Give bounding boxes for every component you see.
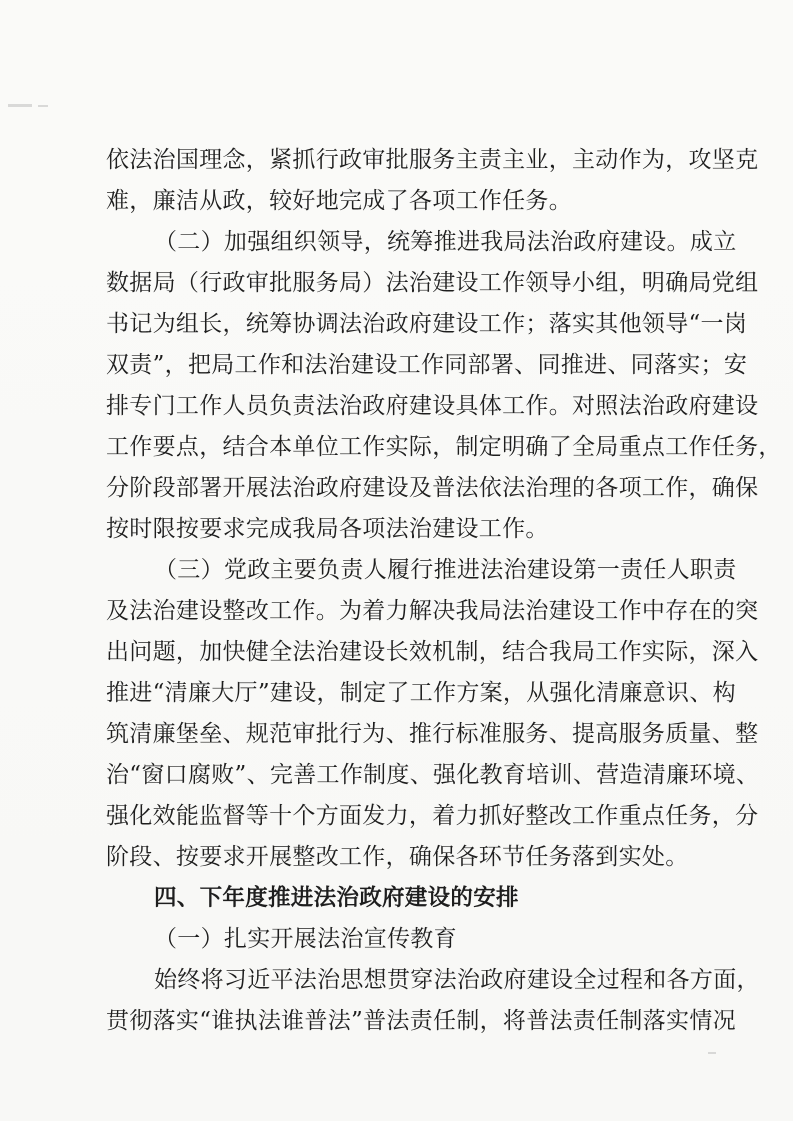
text-line: 及法治建设整改工作。为着力解决我局法治建设工作中存在的突	[106, 598, 759, 624]
scan-artifact	[8, 104, 32, 107]
text-line: 贯彻落实“谁执法谁普法”普法责任制，将普法责任制落实情况	[106, 1008, 736, 1034]
scan-artifact	[38, 105, 48, 107]
document-body	[106, 140, 782, 1042]
text-line: 推进“清廉大厅”建设，制定了工作方案，从强化清廉意识、构	[106, 680, 736, 706]
subsection-heading: （一）扎实开展法治宣传教育	[154, 926, 457, 952]
paragraph-first-line: 始终将习近平法治思想贯穿法治政府建设全过程和各方面，	[154, 967, 760, 993]
text-line: 出问题，加快健全法治建设长效机制，结合我局工作实际，深入	[106, 639, 759, 665]
text-line: 数据局（行政审批服务局）法治建设工作领导小组，明确局党组	[106, 270, 759, 296]
paragraph-first-line: （二）加强组织领导，统筹推进我局法治政府建设。成立	[154, 229, 737, 255]
text-line: 按时限按要求完成我局各项法治建设工作。	[106, 516, 549, 542]
scan-artifact	[708, 1052, 716, 1054]
text-line: 难，廉洁从政，较好地完成了各项工作任务。	[106, 188, 572, 214]
text-line: 书记为组长，统筹协调法治政府建设工作；落实其他领导“一岗	[106, 311, 748, 337]
text-line: 治“窗口腐败”、完善工作制度、强化教育培训、营造清廉环境、	[106, 762, 760, 788]
text-line: 工作要点，结合本单位工作实际，制定明确了全局重点工作任务，	[106, 434, 782, 460]
section-heading: 四、下年度推进法治政府建设的安排	[154, 885, 519, 911]
text-line: 分阶段部署开展法治政府建设及普法依法治理的各项工作，确保	[106, 475, 759, 501]
text-line: 双责”，把局工作和法治建设工作同部署、同推进、同落实；安	[106, 352, 748, 378]
text-line: 依法治国理念，紧抓行政审批服务主责主业，主动作为，攻坚克	[106, 147, 759, 173]
text-line: 阶段、按要求开展整改工作，确保各环节任务落到实处。	[106, 844, 689, 870]
text-line: 筑清廉堡垒、规范审批行为、推行标准服务、提高服务质量、整	[106, 721, 759, 747]
text-line: 强化效能监督等十个方面发力，着力抓好整改工作重点任务，分	[106, 803, 759, 829]
text-line: 排专门工作人员负责法治政府建设具体工作。对照法治政府建设	[106, 393, 759, 419]
paragraph-first-line: （三）党政主要负责人履行推进法治建设第一责任人职责	[154, 557, 737, 583]
